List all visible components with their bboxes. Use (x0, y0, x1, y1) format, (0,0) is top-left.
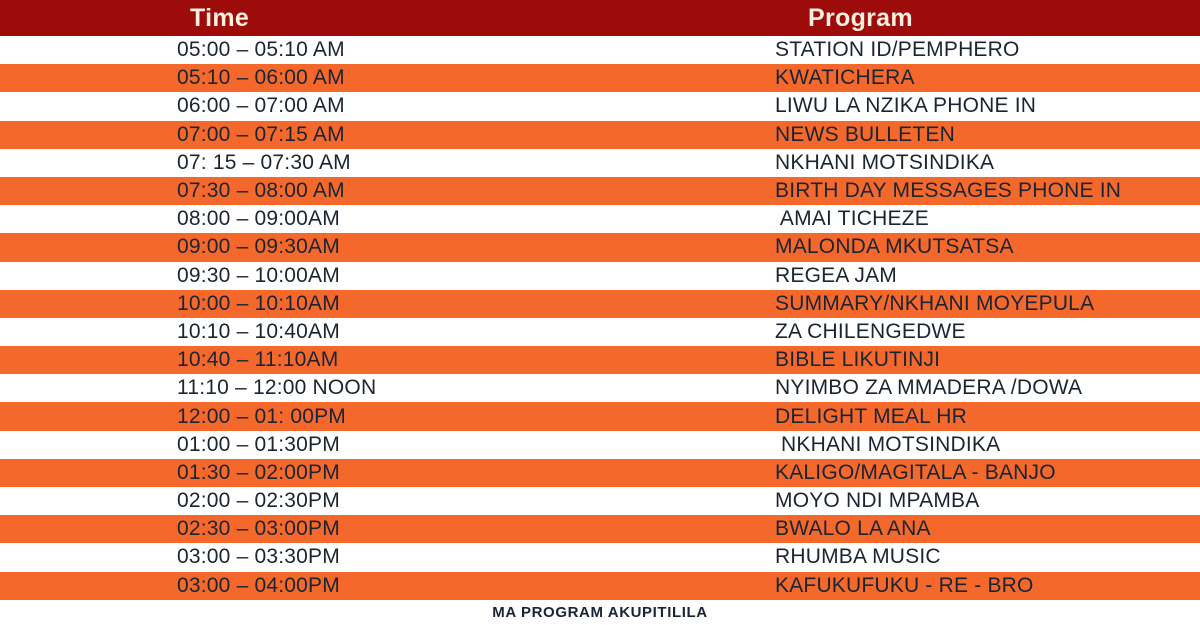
time-cell: 02:30 – 03:00PM (177, 517, 340, 541)
time-cell: 01:30 – 02:00PM (177, 460, 340, 484)
time-cell: 01:00 – 01:30PM (177, 432, 340, 456)
program-cell: NKHANI MOTSINDIKA (775, 150, 995, 174)
program-cell: BIBLE LIKUTINJI (775, 348, 941, 372)
time-cell: 12:00 – 01: 00PM (177, 404, 346, 428)
time-cell: 10:40 – 11:10AM (177, 348, 339, 372)
program-cell: KWATICHERA (775, 66, 915, 90)
program-cell: AMAI TICHEZE (775, 207, 929, 231)
time-cell: 09:00 – 09:30AM (177, 235, 340, 259)
program-cell: RHUMBA MUSIC (775, 545, 941, 569)
table-row (0, 36, 1200, 64)
program-cell: STATION ID/PEMPHERO (775, 38, 1020, 62)
program-cell: MOYO NDI MPAMBA (775, 489, 980, 513)
program-cell: BWALO LA ANA (775, 517, 931, 541)
time-cell: 10:00 – 10:10AM (177, 291, 340, 315)
program-cell: REGEA JAM (775, 263, 897, 287)
program-cell: KAFUKUFUKU - RE - BRO (775, 573, 1034, 597)
table-row (0, 402, 1200, 430)
time-cell: 03:00 – 03:30PM (177, 545, 340, 569)
table-row (0, 121, 1200, 149)
table-row (0, 431, 1200, 459)
table-header (0, 0, 1200, 36)
program-cell: KALIGO/MAGITALA - BANJO (775, 460, 1056, 484)
table-row (0, 515, 1200, 543)
program-cell: NEWS BULLETEN (775, 122, 955, 146)
table-row (0, 64, 1200, 92)
program-cell: ZA CHILENGEDWE (775, 319, 966, 343)
time-cell: 07:00 – 07:15 AM (177, 122, 345, 146)
table-row (0, 205, 1200, 233)
time-cell: 10:10 – 10:40AM (177, 319, 340, 343)
table-row (0, 262, 1200, 290)
table-row (0, 572, 1200, 600)
time-cell: 08:00 – 09:00AM (177, 207, 340, 231)
table-row (0, 92, 1200, 120)
table-row (0, 487, 1200, 515)
table-row (0, 149, 1200, 177)
time-cell: 05:00 – 05:10 AM (177, 38, 345, 62)
footer (0, 600, 1200, 625)
table-row (0, 290, 1200, 318)
footer-note: MA PROGRAM AKUPITILILA (492, 604, 708, 621)
program-column-header: Program (808, 3, 913, 32)
schedule-rows (0, 36, 1200, 600)
program-cell: SUMMARY/NKHANI MOYEPULA (775, 291, 1095, 315)
table-row (0, 233, 1200, 261)
time-column-header: Time (190, 3, 250, 32)
program-cell: MALONDA MKUTSATSA (775, 235, 1014, 259)
time-cell: 06:00 – 07:00 AM (177, 94, 345, 118)
table-row (0, 318, 1200, 346)
time-cell: 07:30 – 08:00 AM (177, 179, 345, 203)
time-cell: 09:30 – 10:00AM (177, 263, 340, 287)
time-cell: 11:10 – 12:00 NOON (177, 376, 377, 400)
time-cell: 05:10 – 06:00 AM (177, 66, 345, 90)
program-cell: LIWU LA NZIKA PHONE IN (775, 94, 1037, 118)
program-cell: DELIGHT MEAL HR (775, 404, 968, 428)
table-row (0, 177, 1200, 205)
table-row (0, 543, 1200, 571)
time-cell: 02:00 – 02:30PM (177, 489, 340, 513)
table-row (0, 374, 1200, 402)
time-cell: 07: 15 – 07:30 AM (177, 150, 351, 174)
time-cell: 03:00 – 04:00PM (177, 573, 340, 597)
table-row (0, 346, 1200, 374)
program-cell: NKHANI MOTSINDIKA (775, 432, 1001, 456)
program-cell: NYIMBO ZA MMADERA /DOWA (775, 376, 1083, 400)
program-cell: BIRTH DAY MESSAGES PHONE IN (775, 179, 1122, 203)
table-row (0, 459, 1200, 487)
